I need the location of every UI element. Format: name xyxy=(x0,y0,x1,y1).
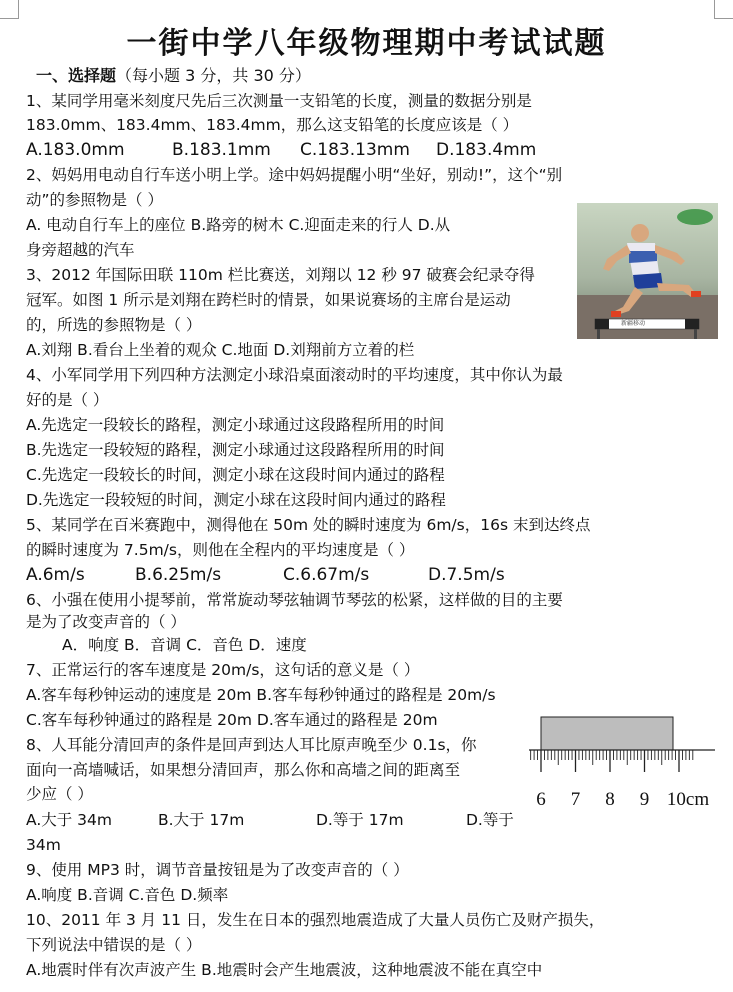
ruler-label: 9 xyxy=(639,789,650,810)
section-heading: 一、选择题 xyxy=(36,66,117,85)
photo-banner-text: 新疆移动 xyxy=(621,320,646,327)
q5-stem-line1: 5、某同学在百米赛跑中，测得他在 50m 处的瞬时速度为 6m/s，16s 末到达终点 xyxy=(26,516,591,534)
q1-option-b: B.183.1mm xyxy=(172,140,271,160)
q3-stem-line1: 3、2012 年国际田联 110m 栏比赛送，刘翔以 12 秒 97 破赛会纪录夺得 xyxy=(26,266,535,284)
q4-stem-line2: 好的是（ ） xyxy=(26,391,109,409)
ruler-figure xyxy=(527,713,717,821)
q8-option-d-continued: 34m xyxy=(26,836,61,854)
q4-option-b: B.先选定一段较短的路程，测定小球通过这段路程所用的时间 xyxy=(26,441,445,459)
q2-options-line: A. 电动自行车上的座位 B.路旁的树木 C.迎面走来的行人 D.从 xyxy=(26,216,451,234)
q8-option-c: D.等于 17m xyxy=(316,811,404,829)
q10-options-line: A.地震时伴有次声波产生 B.地震时会产生地震波，这种地震波不能在真空中 xyxy=(26,961,543,979)
q7-stem: 7、正常运行的客车速度是 20m/s，这句话的意义是（ ） xyxy=(26,661,420,679)
hurdler-photo xyxy=(577,203,718,339)
page-corner-mark-right xyxy=(714,0,733,19)
q9-options-line: A.响度 B.音调 C.音色 D.频率 xyxy=(26,886,229,904)
q1-option-a: A.183.0mm xyxy=(26,140,125,160)
q8-option-d: D.等于 xyxy=(466,811,514,829)
page-corner-mark-left xyxy=(0,0,19,19)
q8-stem-line3: 少应（ ） xyxy=(26,785,93,803)
q8-stem-line1: 8、人耳能分清回声的条件是回声到达人耳比原声晚至少 0.1s，你 xyxy=(26,736,477,754)
q4-option-a: A.先选定一段较长的路程，测定小球通过这段路程所用的时间 xyxy=(26,416,445,434)
q1-option-c: C.183.13mm xyxy=(300,140,410,160)
q9-stem: 9、使用 MP3 时，调节音量按钮是为了改变声音的（ ） xyxy=(26,861,409,879)
q3-stem-line2: 冠军。如图 1 所示是刘翔在跨栏时的情景，如果说赛场的主席台是运动 xyxy=(26,291,511,309)
q2-options-line2: 身旁超越的汽车 xyxy=(26,241,135,259)
q3-stem-line3: 的，所选的参照物是（ ） xyxy=(26,316,202,334)
q1-option-d: D.183.4mm xyxy=(436,140,537,160)
q1-stem-line2: 183.0mm、183.4mm、183.4mm，那么这支铅笔的长度应该是（ ） xyxy=(26,116,519,134)
q5-option-c: C.6.67m/s xyxy=(283,565,370,585)
q5-stem-line2: 的瞬时速度为 7.5m/s，则他在全程内的平均速度是（ ） xyxy=(26,541,415,559)
q10-stem-line1: 10、2011 年 3 月 11 日，发生在日本的强烈地震造成了大量人员伤亡及财产损失， xyxy=(26,911,605,929)
q1-stem-line1: 1、某同学用毫米刻度尺先后三次测量一支铅笔的长度，测量的数据分别是 xyxy=(26,92,532,110)
q10-stem-line2: 下列说法中错误的是（ ） xyxy=(26,936,202,954)
q7-options-ab: A.客车每秒钟运动的速度是 20m B.客车每秒钟通过的路程是 20m/s xyxy=(26,686,496,704)
ruler-labels xyxy=(536,789,709,810)
q2-stem-line1: 2、妈妈用电动自行车送小明上学。途中妈妈提醒小明“坐好，别动!”，这个“别 xyxy=(26,166,563,184)
ruler-ticks xyxy=(531,750,693,772)
q6-stem-line1: 6、小强在使用小提琴前，常常旋动琴弦轴调节琴弦的松紧，这样做的目的主要 xyxy=(26,591,563,609)
q2-stem-line2: 动”的参照物是（ ） xyxy=(26,191,163,209)
q6-options-line: A．响度 B．音调 C．音色 D．速度 xyxy=(62,636,307,654)
q8-stem-line2: 面向一高墙喊话，如果想分清回声，那么你和高墙之间的距离至 xyxy=(26,761,461,779)
q5-option-a: A.6m/s xyxy=(26,565,85,585)
q3-options-line: A.刘翔 B.看台上坐着的观众 C.地面 D.刘翔前方立着的栏 xyxy=(26,341,415,359)
q5-option-b: B.6.25m/s xyxy=(135,565,222,585)
q4-option-c: C.先选定一段较长的时间，测定小球在这段时间内通过的路程 xyxy=(26,466,445,484)
q7-options-cd: C.客车每秒钟通过的路程是 20m D.客车通过的路程是 20m xyxy=(26,711,438,729)
measured-block xyxy=(541,717,673,750)
q8-option-b: B.大于 17m xyxy=(158,811,245,829)
exam-title: 一街中学八年级物理期中考试试题 xyxy=(126,26,607,61)
q4-stem-line1: 4、小军同学用下列四种方法测定小球沿桌面滚动时的平均速度，其中你认为最 xyxy=(26,366,563,384)
section-header xyxy=(36,66,311,86)
ruler-label: 6 xyxy=(536,789,546,810)
ruler-label: 8 xyxy=(605,789,615,810)
q4-option-d: D.先选定一段较短的时间，测定小球在这段时间内通过的路程 xyxy=(26,491,446,509)
q8-option-a: A.大于 34m xyxy=(26,811,113,829)
section-note: （每小题 3 分，共 30 分） xyxy=(116,66,311,85)
q5-option-d: D.7.5m/s xyxy=(428,565,505,585)
ruler-label: 7 xyxy=(570,789,581,810)
q6-stem-line2: 是为了改变声音的（ ） xyxy=(26,613,186,631)
ruler-label: 10cm xyxy=(666,789,710,810)
